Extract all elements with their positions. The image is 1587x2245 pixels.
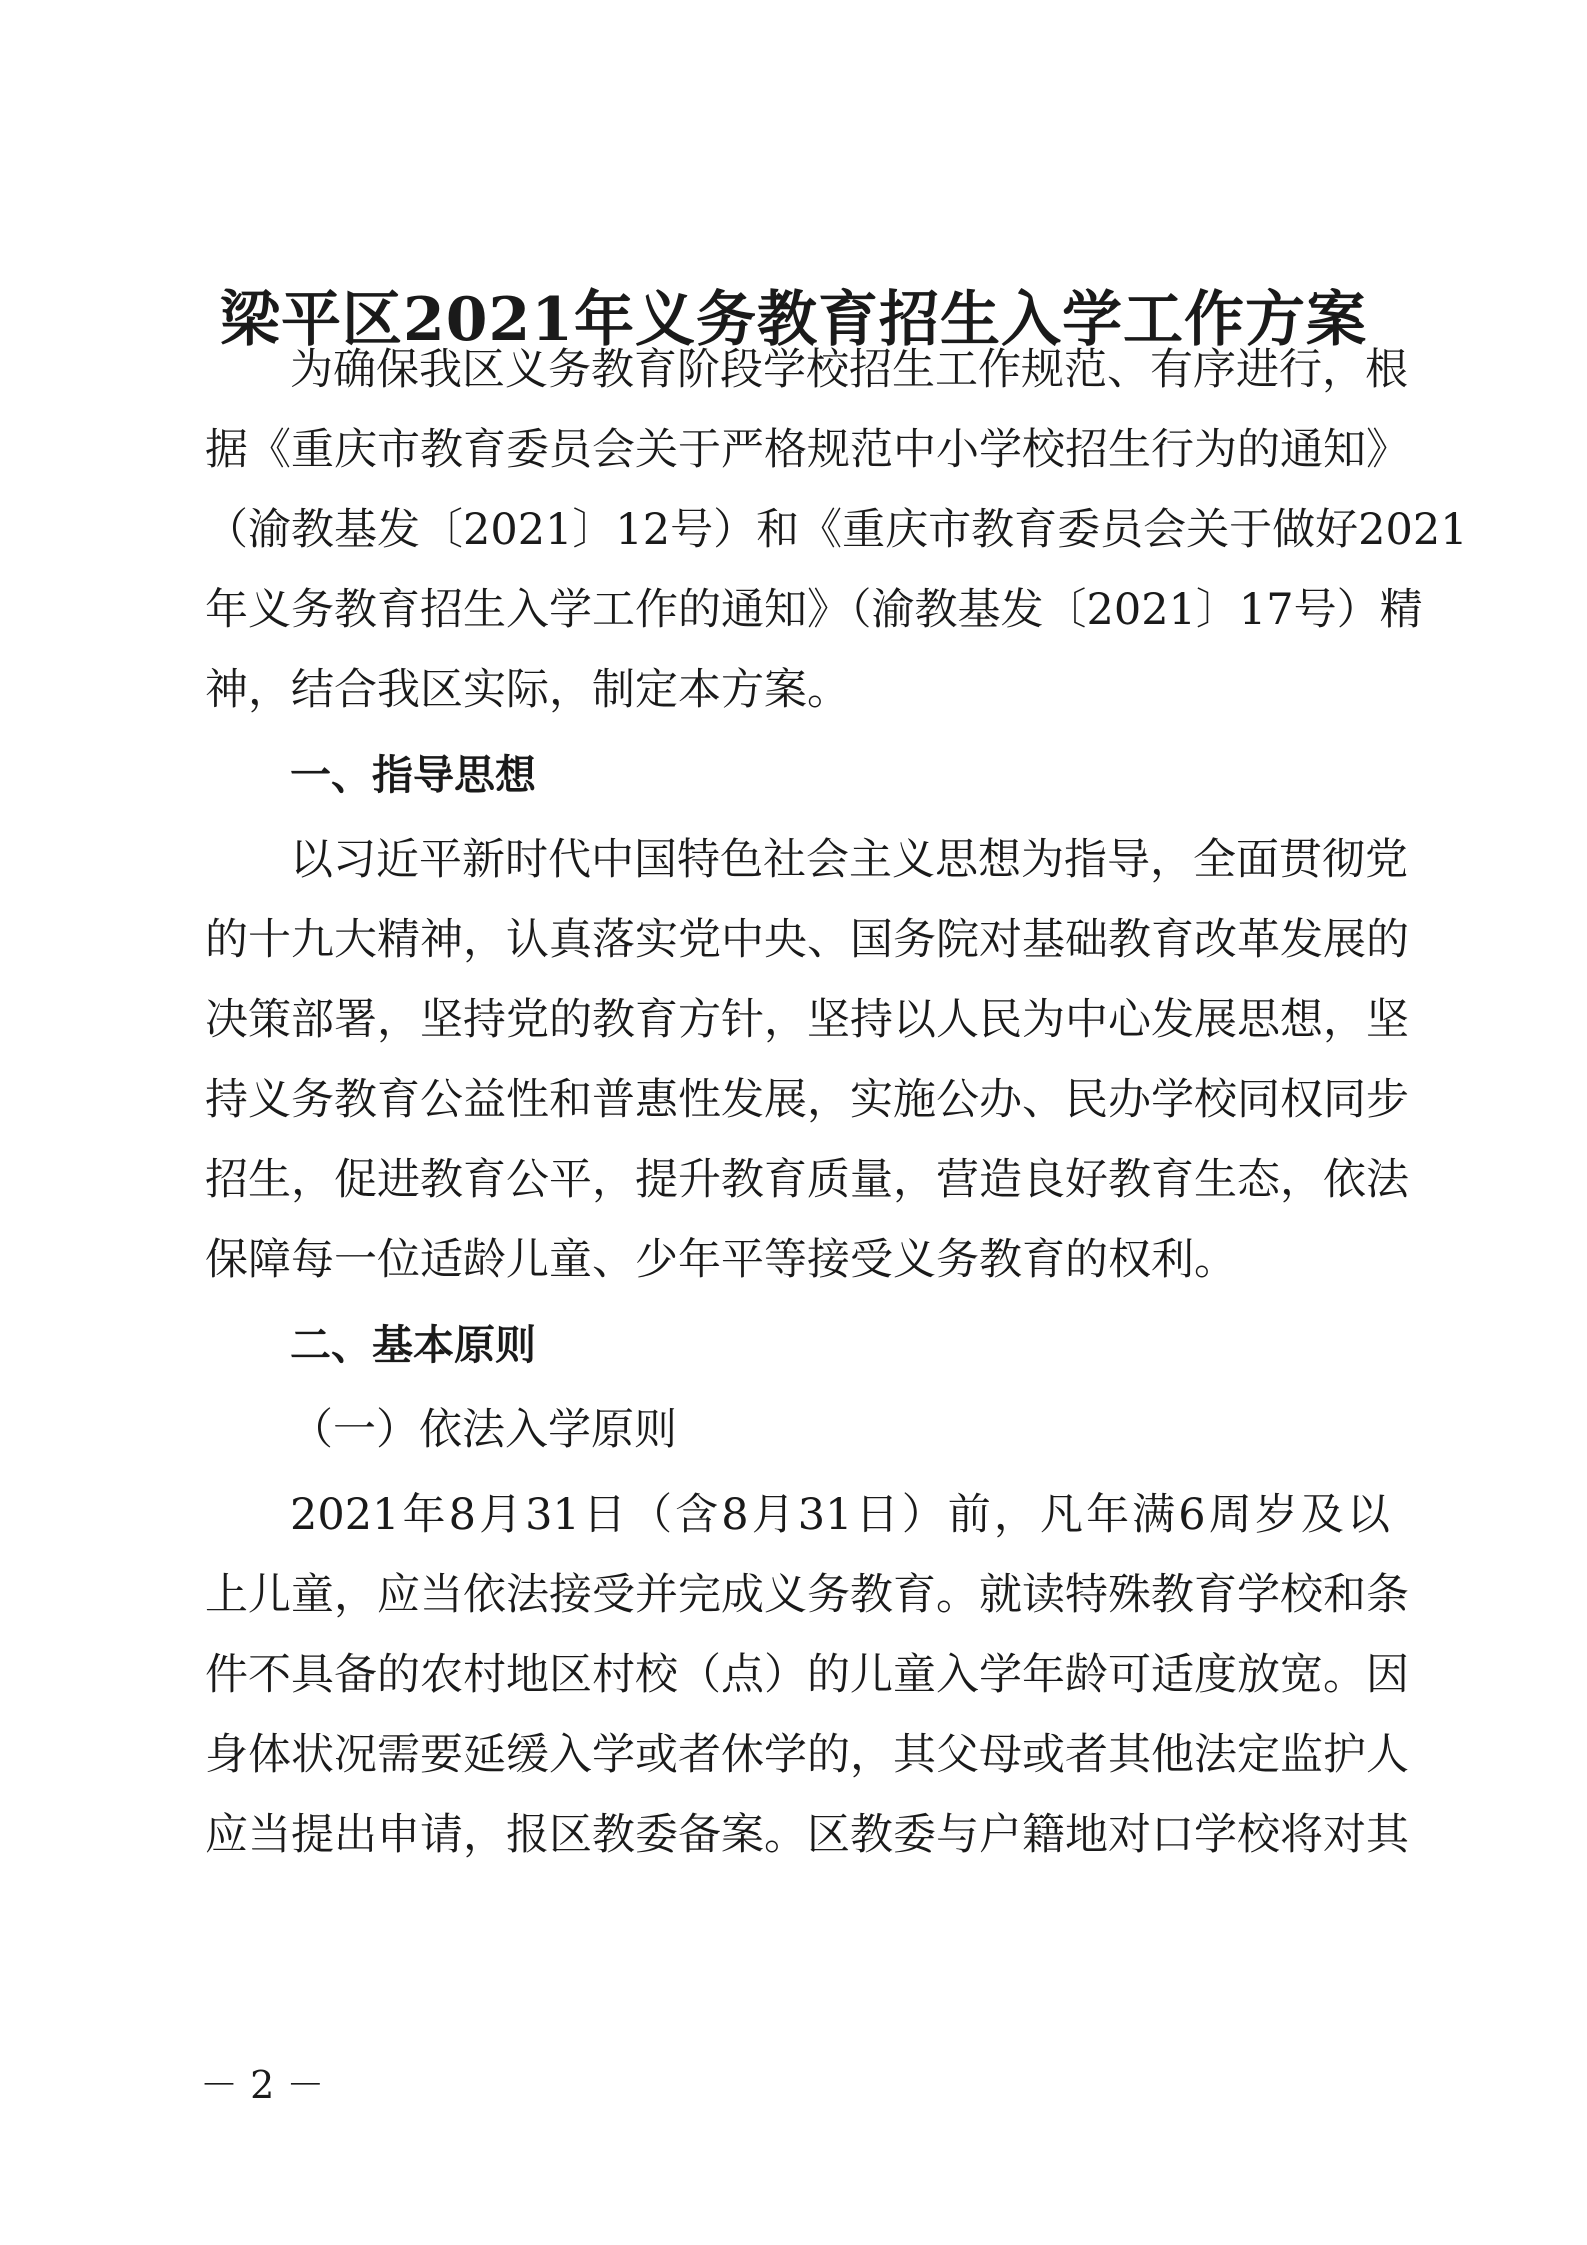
body-line: 以习近平新时代中国特色社会主义思想为指导，全面贯彻党 (290, 835, 1408, 885)
body-line: 据《重庆市教育委员会关于严格规范中小学校招生行为的通知》 (205, 425, 1409, 475)
section-heading: 一、指导思想 (290, 751, 536, 799)
body-line: 神，结合我区实际，制定本方案。 (205, 665, 850, 715)
body-line: 持义务教育公益性和普惠性发展，实施公办、民办学校同权同步 (205, 1075, 1409, 1125)
body-line: 保障每一位适龄儿童、少年平等接受义务教育的权利。 (205, 1235, 1237, 1285)
page-number: － 2 － (200, 2063, 325, 2107)
body-line: 决策部署，坚持党的教育方针，坚持以人民为中心发展思想，坚 (205, 995, 1409, 1045)
body-line: 为确保我区义务教育阶段学校招生工作规范、有序进行，根 (290, 345, 1408, 395)
body-line: 年义务教育招生入学工作的通知》（渝教基发〔2021〕17号）精 (205, 585, 1423, 635)
body-line: 应当提出申请，报区教委备案。区教委与户籍地对口学校将对其 (205, 1810, 1409, 1860)
subsection-heading: （一）依法入学原则 (290, 1405, 677, 1455)
body-line: 的十九大精神，认真落实党中央、国务院对基础教育改革发展的 (205, 915, 1409, 965)
body-line: （渝教基发〔2021〕12号）和《重庆市教育委员会关于做好2021 (205, 505, 1468, 555)
body-line: 上儿童，应当依法接受并完成义务教育。就读特殊教育学校和条 (205, 1570, 1409, 1620)
body-line: 身体状况需要延缓入学或者休学的，其父母或者其他法定监护人 (205, 1730, 1409, 1780)
body-line: 2021年8月31日（含8月31日）前，凡年满6周岁及以 (290, 1490, 1390, 1540)
body-line: 件不具备的农村地区村校（点）的儿童入学年龄可适度放宽。因 (205, 1650, 1409, 1700)
section-heading: 二、基本原则 (290, 1321, 536, 1369)
body-line: 招生，促进教育公平，提升教育质量，营造良好教育生态，依法 (205, 1155, 1409, 1205)
document-title: 梁平区2021年义务教育招生入学工作方案 (220, 285, 1367, 355)
